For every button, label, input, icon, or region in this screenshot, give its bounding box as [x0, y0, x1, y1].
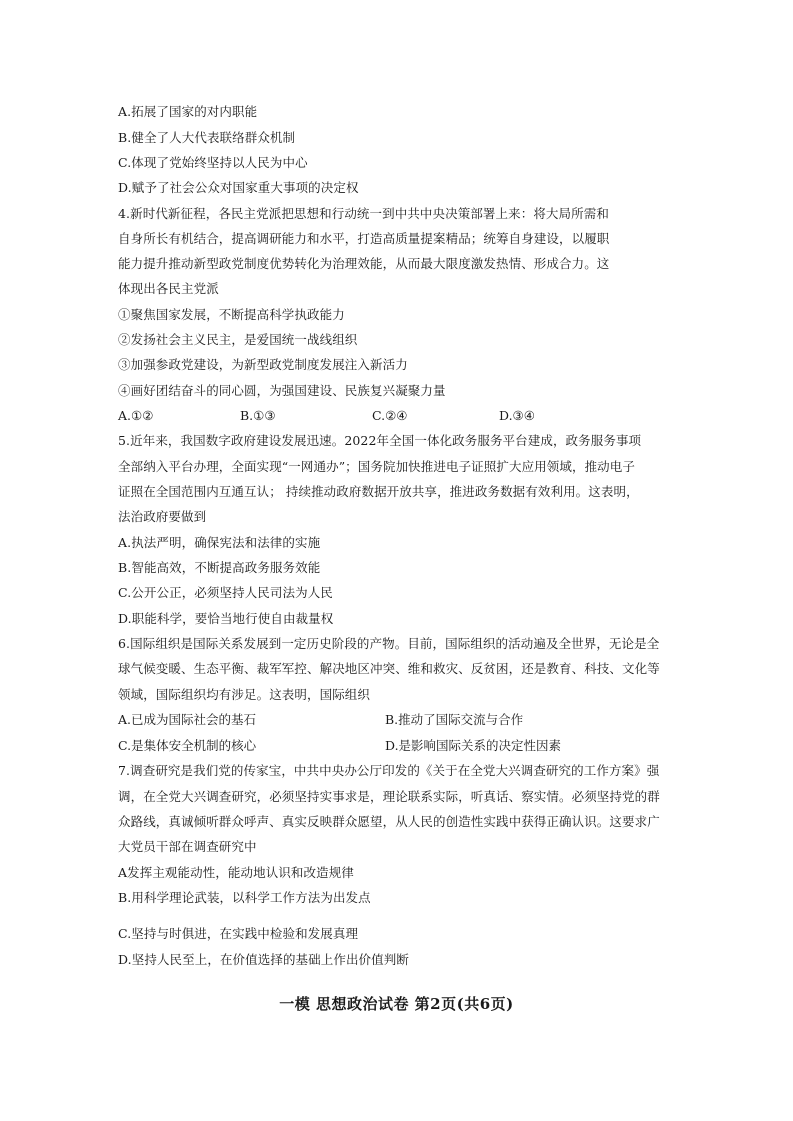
q5-option-b: B.智能高效，不断提高政务服务效能	[118, 560, 321, 575]
q7-stem-line: 7.调查研究是我们党的传家宝，中共中央办公厅印发的《关于在全党大兴调查研究的工作方案》强	[118, 763, 660, 778]
q7-option-d: D.坚持人民至上，在价值选择的基础上作出价值判断	[118, 952, 409, 967]
q4-stem-line: 4.新时代新征程，各民主党派把思想和行动统一到中共中央决策部署上来：将大局所需和	[118, 206, 609, 221]
q5-stem-line: 证照在全国范围内互通互认； 持续推动政府数据开放共享，推进政务数据有效利用。这表明，	[118, 484, 639, 499]
q7-option-c: C.坚持与时俱进，在实践中检验和发展真理	[118, 926, 359, 941]
q3-option-a: A.拓展了国家的对内职能	[118, 104, 258, 119]
q7-option-b: B.用科学理论武装，以科学工作方法为出发点	[118, 890, 371, 905]
q6-option-d: D.是影响国际关系的决定性因素	[385, 738, 562, 753]
q6-option-a: A.已成为国际社会的基石	[118, 712, 257, 727]
q3-option-d: D.赋予了社会公众对国家重大事项的决定权	[118, 180, 359, 195]
q6-stem-line: 球气候变暖、生态平衡、裁军军控、解决地区冲突、维和救灾、反贫困，还是教育、科技、文化等	[118, 661, 660, 676]
q5-stem-line: 5.近年来，我国数字政府建设发展迅速。2022年全国一体化政务服务平台建成，政务服务事项	[118, 433, 642, 448]
q4-item-4: ④画好团结奋斗的同心圆，为强国建设、民族复兴凝聚力量	[118, 383, 446, 398]
q4-item-1: ①聚焦国家发展，不断提高科学执政能力	[118, 307, 345, 322]
q5-option-c: C.公开公正，必须坚持人民司法为人民	[118, 585, 333, 600]
q4-item-2: ②发扬社会主义民主，是爱国统一战线组织	[118, 332, 358, 347]
q5-stem-line: 全部纳入平台办理，全面实现“一网通办”；国务院加快推进电子证照扩大应用领域，推动电子	[118, 459, 635, 474]
q6-option-b: B.推动了国际交流与合作	[385, 712, 524, 727]
q7-option-a: A发挥主观能动性，能动地认识和改造规律	[118, 865, 354, 880]
q4-choice-d: D.③④	[499, 408, 535, 423]
q4-choice-c: C.②④	[372, 408, 408, 423]
q3-option-c: C.体现了党始终坚持以人民为中心	[118, 155, 308, 170]
q4-item-3: ③加强参政党建设，为新型政党制度发展注入新活力	[118, 357, 408, 372]
q6-stem-line: 领域，国际组织均有涉足。这表明，国际组织	[118, 687, 371, 702]
q4-stem-line: 体现出各民主党派	[118, 281, 219, 296]
page-footer: 一模 思想政治试卷 第2页(共6页)	[279, 995, 514, 1013]
q5-option-a: A.执法严明，确保宪法和法律的实施	[118, 535, 321, 550]
q6-stem-line: 6.国际组织是国际关系发展到一定历史阶段的产物。目前，国际组织的活动遍及全世界，无论是全	[118, 636, 660, 651]
q5-stem-line: 法治政府要做到	[118, 509, 207, 524]
q4-choice-b: B.①③	[240, 408, 276, 423]
q6-option-c: C.是集体安全机制的核心	[118, 738, 257, 753]
q5-option-d: D.职能科学，要恰当地行使自由裁量权	[118, 611, 334, 626]
q4-choice-a: A.①②	[118, 408, 154, 423]
q7-stem-line: 众路线，真诚倾听群众呼声、真实反映群众愿望，从人民的创造性实践中获得正确认识。这要求广	[118, 814, 660, 829]
q7-stem-line: 调，在全党大兴调查研究，必须坚持实事求是，理论联系实际，听真话、察实情。必须坚持党的群	[118, 789, 660, 804]
q7-stem-line: 大党员干部在调查研究中	[118, 839, 257, 854]
q4-stem-line: 能力提升推动新型政党制度优势转化为治理效能，从而最大限度激发热情、形成合力。这	[118, 256, 610, 271]
q3-option-b: B.健全了人大代表联络群众机制	[118, 130, 296, 145]
q4-stem-line: 自身所长有机结合，提高调研能力和水平，打造高质量提案精品；统筹自身建设，以履职	[118, 231, 610, 246]
